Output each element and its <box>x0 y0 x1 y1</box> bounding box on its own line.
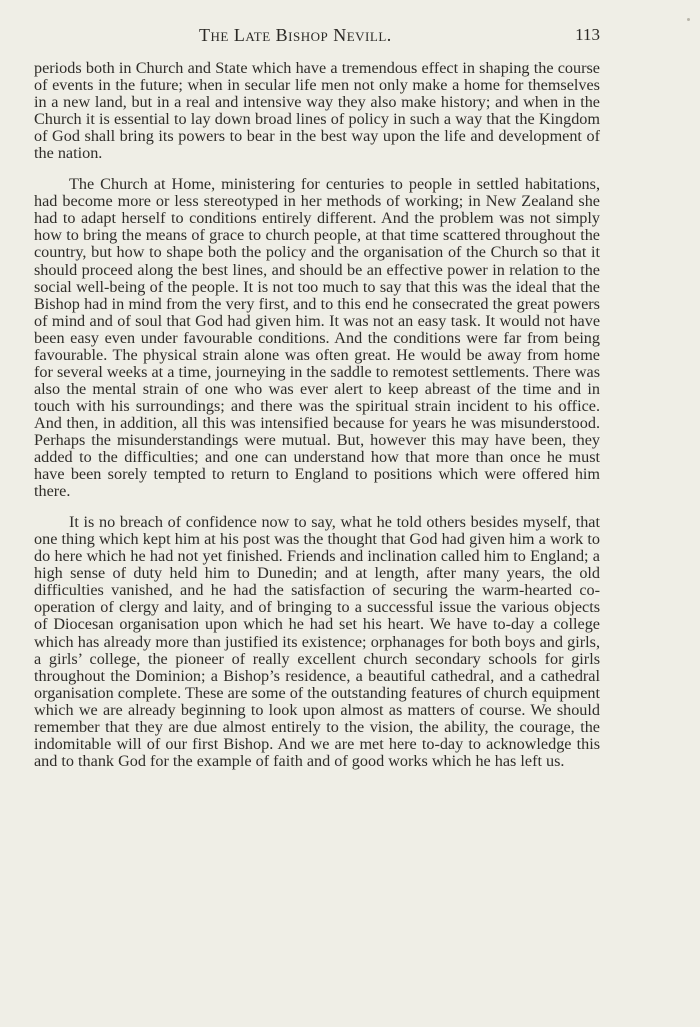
page-number: 113 <box>575 25 600 44</box>
paper-speck <box>687 18 690 21</box>
paragraph-2: The Church at Home, ministering for centuries to people in settled habitations, had become more or less stereotyped in her methods of working; in New Zealand she had to adapt herself to conditions entirely different. And the problem was not simply how to bring the means of grace to church people, at that time scattered throughout the country, but how to shape both the policy and the organisation of the Church so that it should proceed along the best lines, and should be an effective power in relation to the social well-being of the people. It is not too much to say that this was the ideal that the Bishop had in mind from the very first, and to this end he consecrated the great powers of mind and of soul that God had given him. It was not an easy task. It would not have been easy even under favourable conditions. And the conditions were far from being favourable. The physical strain alone was often great. He would be away from home for several weeks at a time, journeying in the saddle to remotest settlements. There was also the mental strain of one who was ever alert to keep abreast of the time and in touch with his surroundings; and there was the spiritual strain incident to his office. And then, in addition, all this was intensified because for years he was misunderstood. Perhaps the misunderstandings were mutual. But, however this may have been, they added to the difficulties; and one can understand how that more than once he must have been sorely tempted to return to England to positions which were offered him there. <box>34 175 600 501</box>
running-head <box>34 25 600 47</box>
paragraph-3: It is no breach of confidence now to say, what he told others besides myself, that one thing which kept him at his post was the thought that God had given him a work to do here which he had not yet finished. Friends and inclination called him to England; a high sense of duty held him to Dunedin; and at length, after many years, the old difficulties vanished, and he had the satisfaction of securing the warm-hearted co-operation of clergy and laity, and of bringing to a successful issue the various objects of Diocesan organisation upon which he had set his heart. We have to-day a college which has already more than justified its existence; orphanages for both boys and girls, a girls’ college, the pioneer of really excellent church secondary schools for girls throughout the Dominion; a Bishop’s residence, a beautiful cathedral, and a cathedral organisation complete. These are some of the outstanding features of church equipment which we are already beginning to look upon almost as matters of course. We should remember that they are due almost entirely to the vision, the ability, the courage, the indomitable will of our first Bishop. And we are met here to-day to acknowledge this and to thank God for the example of faith and of good works which he has left us. <box>34 513 600 770</box>
body-text <box>34 60 600 784</box>
running-title: The Late Bishop Nevill. <box>199 25 392 45</box>
paragraph-1: periods both in Church and State which have a tremendous effect in shaping the course of events in the future; when in secular life men not only make a home for themselves in a new land, but in a real and intensive way they also make history; and when in the Church it is essential to lay down broad lines of policy in such a way that the Kingdom of God shall bring its powers to bear in the best way upon the life and development of the nation. <box>34 59 600 163</box>
